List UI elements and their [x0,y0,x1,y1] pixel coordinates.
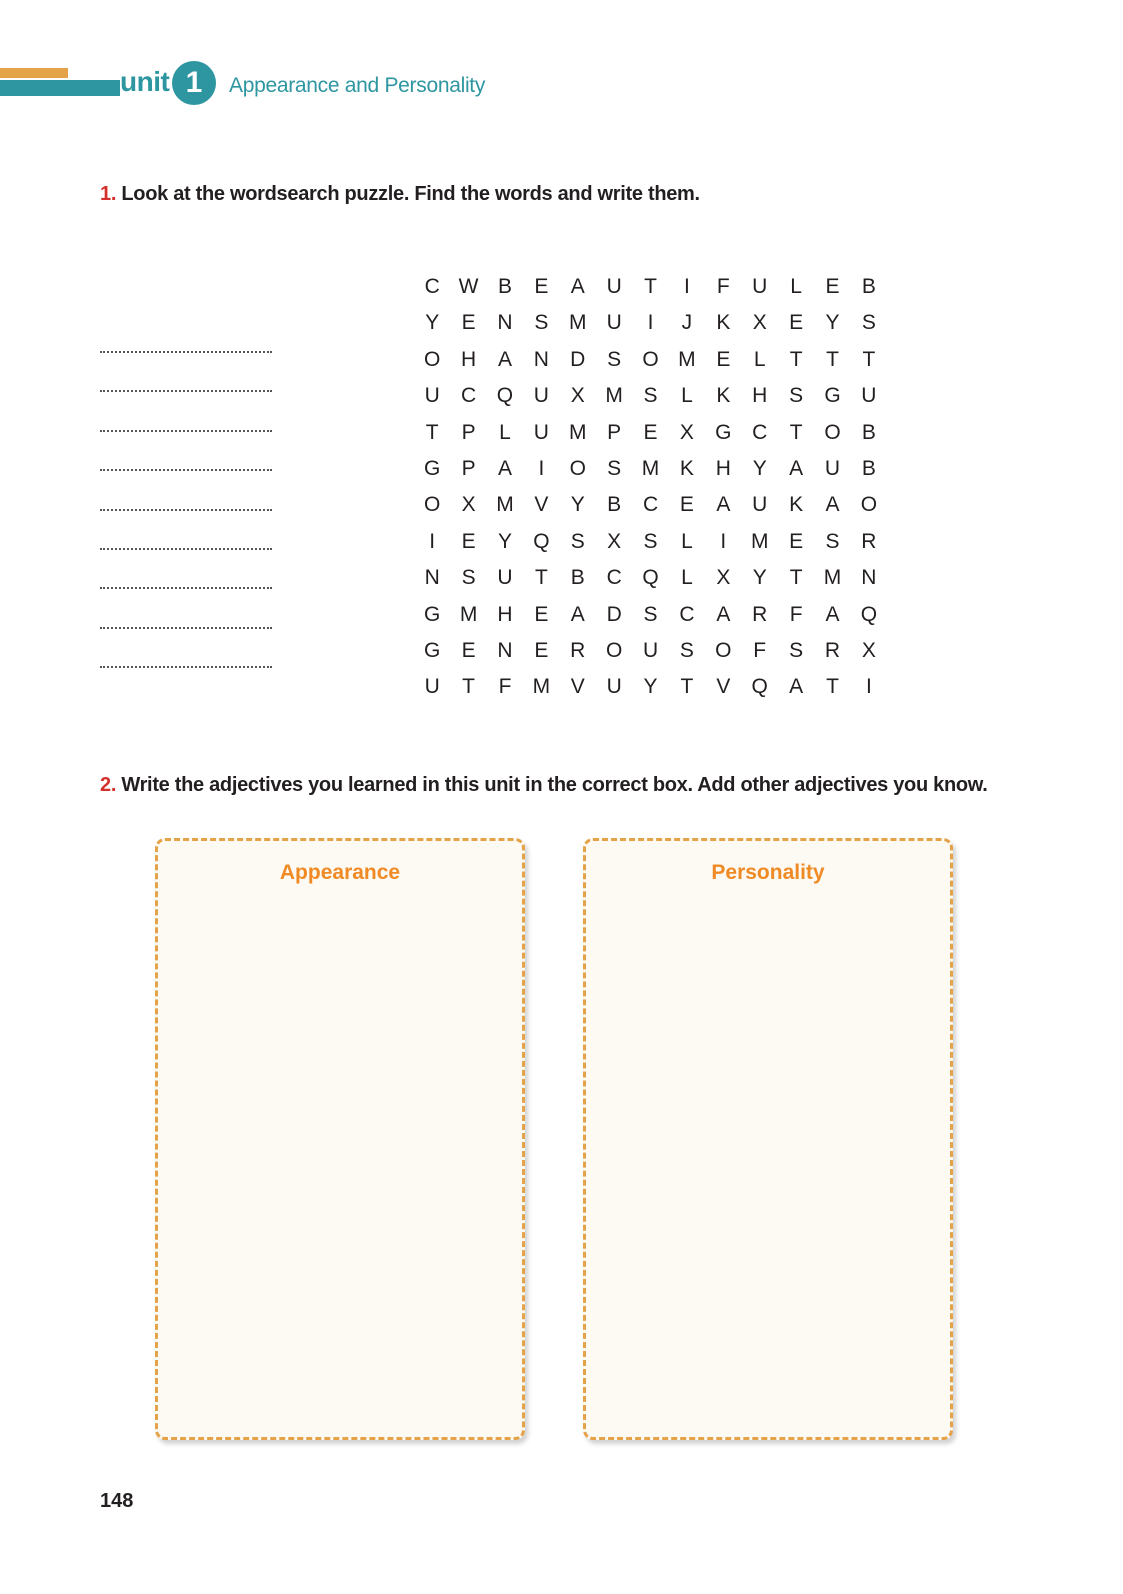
answer-blank[interactable] [100,386,272,425]
grid-letter[interactable]: H [752,384,768,408]
grid-letter[interactable]: L [681,529,693,553]
grid-letter[interactable]: N [861,566,877,590]
grid-letter[interactable]: S [607,456,622,480]
grid-letter[interactable]: P [607,420,622,444]
grid-letter[interactable]: M [569,420,587,444]
grid-letter[interactable]: O [860,493,878,517]
grid-letter[interactable]: U [424,384,440,408]
grid-letter[interactable]: X [752,311,767,335]
grid-letter[interactable]: E [643,420,658,444]
grid-letter[interactable]: L [681,566,693,590]
exercise-1-text: Look at the wordsearch puzzle. Find the words and write them. [121,183,700,205]
grid-letter[interactable]: T [644,275,657,298]
page-number: 148 [100,1490,134,1512]
grid-letter[interactable]: T [826,347,839,371]
grid-letter[interactable]: Q [642,566,659,590]
grid-letter[interactable]: Y [643,675,658,699]
answer-blank[interactable] [100,347,272,386]
grid-letter[interactable]: C [752,420,768,444]
personality-box[interactable] [583,838,953,1440]
grid-letter[interactable]: H [715,456,731,480]
grid-letter[interactable]: J [681,311,693,335]
grid-letter[interactable]: Y [425,311,440,335]
grid-letter[interactable]: U [533,420,549,444]
answer-blank[interactable] [100,426,272,465]
grid-letter[interactable]: E [461,638,476,662]
grid-letter[interactable]: E [716,347,731,371]
grid-letter[interactable]: S [570,529,585,553]
grid-letter[interactable]: L [499,420,511,444]
grid-letter[interactable]: G [424,456,441,480]
grid-letter[interactable]: C [461,384,477,408]
answer-blank[interactable] [100,662,272,701]
wordsearch-grid [414,269,887,706]
grid-letter[interactable]: O [605,638,623,662]
grid-letter[interactable]: P [461,420,476,444]
grid-letter[interactable]: X [607,529,622,553]
grid-letter[interactable]: G [424,602,441,626]
answer-blank[interactable] [100,465,272,504]
grid-letter[interactable]: U [424,675,440,699]
grid-letter[interactable]: D [606,602,622,626]
answer-blank[interactable] [100,583,272,622]
grid-letter[interactable]: X [461,493,476,517]
grid-letter[interactable]: N [424,566,440,590]
grid-letter[interactable]: A [716,493,731,517]
grid-letter[interactable]: E [825,275,840,298]
answer-blank[interactable] [100,544,272,583]
grid-letter[interactable]: S [643,384,658,408]
grid-letter[interactable]: M [750,529,769,553]
grid-letter[interactable]: F [753,638,767,662]
grid-letter[interactable]: L [753,347,766,371]
grid-letter[interactable]: G [424,638,441,662]
grid-letter[interactable]: T [534,566,548,590]
grid-letter[interactable]: M [678,347,696,371]
grid-letter[interactable]: M [641,456,660,480]
grid-letter[interactable]: T [826,675,839,699]
grid-letter[interactable]: Y [752,456,767,480]
grid-letter[interactable]: U [642,638,659,662]
grid-letter[interactable]: R [570,638,586,662]
grid-letter[interactable]: I [865,675,872,699]
grid-letter[interactable]: Q [533,529,550,553]
grid-letter[interactable]: S [607,347,622,371]
grid-letter[interactable]: Q [496,384,514,408]
grid-letter[interactable]: T [425,420,439,444]
unit-label: unit [120,66,170,97]
grid-letter[interactable]: E [461,529,476,553]
answer-blank[interactable] [100,623,272,662]
grid-letter[interactable]: P [461,456,476,480]
grid-letter[interactable]: S [789,384,804,408]
exercise-2-instruction [100,771,1010,800]
grid-letter[interactable]: S [789,638,804,662]
grid-letter[interactable]: E [534,602,549,626]
grid-letter[interactable]: U [861,384,877,408]
grid-letter[interactable]: S [643,602,658,626]
grid-letter[interactable]: I [429,529,436,553]
exercise-1-number: 1. [100,183,117,205]
grid-letter[interactable]: O [642,347,659,371]
grid-letter[interactable]: O [715,638,732,662]
grid-letter[interactable]: E [461,311,476,335]
grid-letter[interactable]: M [532,675,551,699]
grid-letter[interactable]: Q [751,675,768,699]
grid-letter[interactable]: E [534,638,549,662]
grid-letter[interactable]: A [570,275,585,298]
grid-letter[interactable]: H [497,602,513,626]
grid-letter[interactable]: X [716,566,731,590]
grid-letter[interactable]: V [570,675,585,699]
grid-letter[interactable]: U [497,566,513,590]
grid-letter[interactable]: M [496,493,514,517]
exercise-1-instruction [100,180,1000,209]
grid-letter[interactable]: O [824,420,841,444]
grid-letter[interactable]: T [789,420,803,444]
appearance-box-title: Appearance [279,861,401,884]
grid-letter[interactable]: G [715,420,732,444]
grid-letter[interactable]: B [861,420,876,444]
grid-letter[interactable]: K [679,456,694,480]
grid-letter[interactable]: N [497,638,513,662]
grid-letter[interactable]: B [497,275,512,298]
grid-letter[interactable]: V [716,675,731,699]
header-orange-bar [0,68,68,78]
answer-blank[interactable] [100,505,272,544]
grid-letter[interactable]: M [569,311,587,335]
grid-letter[interactable]: U [533,384,549,408]
grid-letter[interactable]: I [684,275,690,298]
grid-letter[interactable]: R [824,638,841,662]
grid-letter[interactable]: C [424,275,440,298]
grid-letter[interactable]: T [462,675,475,699]
grid-letter[interactable]: U [606,311,622,335]
grid-letter[interactable]: B [861,456,876,480]
exercise-2-number: 2. [100,774,117,796]
grid-letter[interactable]: S [461,566,476,590]
grid-letter[interactable]: E [789,529,804,553]
grid-letter[interactable]: F [789,602,803,626]
grid-letter[interactable]: S [643,529,658,553]
grid-letter[interactable]: Y [570,493,585,517]
grid-letter[interactable]: F [498,675,512,699]
grid-letter[interactable]: A [497,347,512,371]
grid-letter[interactable]: T [862,347,876,371]
grid-letter[interactable]: S [861,311,876,335]
grid-letter[interactable]: A [789,675,804,699]
grid-letter[interactable]: T [789,566,803,590]
grid-letter[interactable]: I [647,311,654,335]
grid-letter[interactable]: G [824,384,841,408]
grid-letter[interactable]: T [680,675,694,699]
grid-letter[interactable]: N [533,347,549,371]
grid-letter[interactable]: F [716,275,730,298]
grid-letter[interactable]: S [679,638,694,662]
grid-letter[interactable]: C [606,566,622,590]
grid-letter[interactable]: I [720,529,727,553]
grid-letter[interactable]: K [716,311,731,335]
grid-letter[interactable]: R [752,602,768,626]
grid-letter[interactable]: H [461,347,477,371]
grid-letter[interactable]: Y [752,566,767,590]
grid-letter[interactable]: B [570,566,585,590]
grid-letter[interactable]: U [606,675,622,699]
grid-letter[interactable]: I [538,456,545,480]
grid-letter[interactable]: E [789,311,804,335]
grid-letter[interactable]: L [681,384,693,408]
grid-letter[interactable]: Y [825,311,840,335]
exercise-2-text: Write the adjectives you learned in this unit in the correct box. Add other adjectives you know. [121,774,988,796]
grid-letter[interactable]: N [497,311,513,335]
grid-letter[interactable]: U [606,275,622,298]
appearance-box[interactable] [155,838,525,1440]
answer-blanks [100,347,272,702]
grid-letter[interactable]: A [789,456,804,480]
grid-letter[interactable]: X [570,384,585,408]
grid-letter[interactable]: X [861,638,876,662]
grid-letter[interactable]: M [605,384,623,408]
grid-letter[interactable]: D [570,347,586,371]
grid-letter[interactable]: M [459,602,478,626]
grid-letter[interactable]: U [752,493,768,517]
grid-letter[interactable]: B [607,493,622,517]
grid-letter[interactable]: R [861,529,877,553]
unit-title: Appearance and Personality [229,74,486,97]
grid-letter[interactable]: O [424,347,441,371]
grid-letter[interactable]: U [752,275,768,298]
grid-letter[interactable]: O [569,456,586,480]
header-teal-bar [0,80,120,96]
grid-letter[interactable]: A [570,602,585,626]
grid-letter[interactable]: K [716,384,731,408]
unit-number-badge: 1 [172,61,216,105]
grid-letter[interactable]: L [790,275,802,298]
grid-letter[interactable]: A [497,456,512,480]
grid-letter[interactable]: A [825,602,840,626]
grid-letter[interactable]: Y [497,529,512,553]
grid-letter[interactable]: B [861,275,876,298]
grid-letter[interactable]: E [534,275,549,298]
grid-letter[interactable]: C [679,602,695,626]
grid-letter[interactable]: X [679,420,694,444]
grid-letter[interactable]: E [679,493,694,517]
grid-letter[interactable]: W [458,275,479,298]
grid-letter[interactable]: C [642,493,659,517]
grid-letter[interactable]: U [824,456,841,480]
grid-letter[interactable]: A [825,493,840,517]
grid-letter[interactable]: V [534,493,549,517]
personality-box-title: Personality [711,861,825,884]
grid-letter[interactable]: Q [860,602,878,626]
grid-letter[interactable]: T [789,347,803,371]
grid-letter[interactable]: A [716,602,731,626]
grid-letter[interactable]: K [789,493,804,517]
grid-letter[interactable]: S [825,529,840,553]
grid-letter[interactable]: O [424,493,441,517]
grid-letter[interactable]: M [823,566,842,590]
grid-letter[interactable]: S [534,311,549,335]
